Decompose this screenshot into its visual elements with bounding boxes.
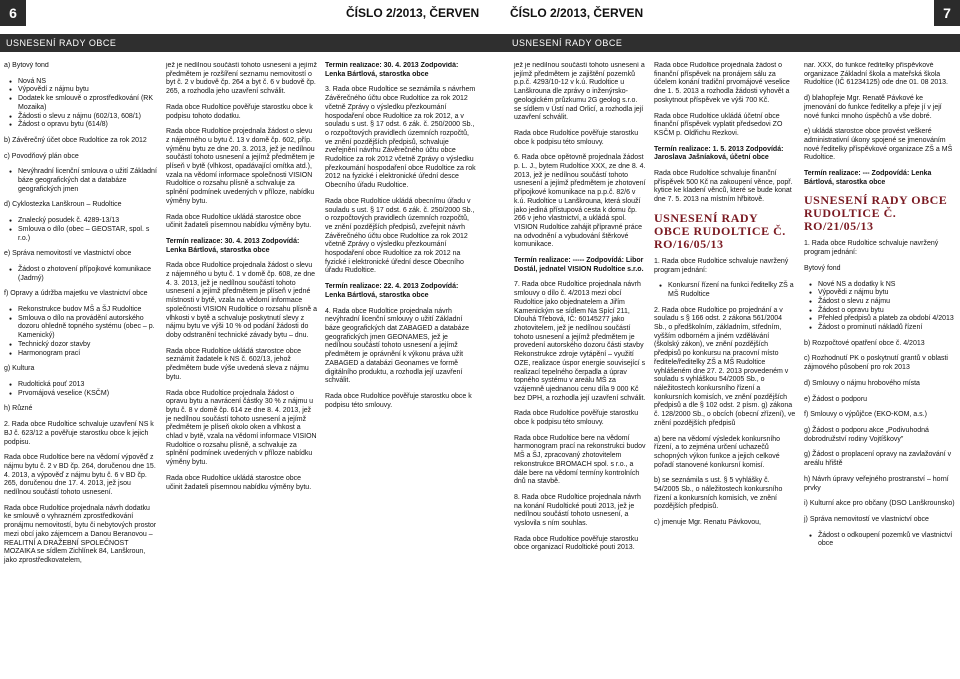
paragraph: 8. Rada obce Rudoltice projednala návrh na konání Rudoltické pouti 2013, jež je nedílnou součástí tohoto usnesení, a vyslovila s ním souhlas. xyxy=(514,493,641,528)
page-number: 7 xyxy=(934,0,960,26)
paragraph: Rada obce Rudoltice bere na vědomí harmonogram prací na rekonstrukci budov MŠ a ŠJ, zpracovaný zhotovitelem rekonstrukce BROMACH spol. s r.o., a dále bere na vědomí termíny kontrolních dnů na stavbě. xyxy=(514,434,646,486)
bullet-item: ● Žádost o odkoupení pozemků ve vlastnictví obce xyxy=(818,532,956,549)
right-columns xyxy=(480,62,960,679)
bullet-item: ● Smlouva o dílo na provádění autorského dozoru ohledně topného systému (obec – p. Kamenický) xyxy=(18,315,158,341)
agenda-heading: d) Cyklostezka Lanškroun – Rudoltice xyxy=(4,201,122,209)
paragraph: Rada obce Rudoltice pověřuje starostku obce k podpisu tohoto dodatku. xyxy=(166,103,313,120)
agenda-heading: a) Bytový fond xyxy=(4,62,49,69)
bullet-item: ● Dodatek ke smlouvě o zprostředkování (RK Mozaika) xyxy=(18,95,158,112)
left-page-header xyxy=(0,0,480,26)
bullet-item: ● Žádost o opravu bytu xyxy=(818,307,956,316)
bullet-item: ● Smlouva o dílo (obec – GEOSTAR, spol. s r.o.) xyxy=(18,226,158,243)
agenda-heading: c) Rozhodnutí PK o poskytnutí grantů v oblasti zájmového působení pro rok 2013 xyxy=(804,355,948,372)
bullet-item: ● Rudoltická pouť 2013 xyxy=(18,381,158,390)
paragraph: 1. Rada obce Rudoltice schvaluje navržený program jednání: xyxy=(804,240,939,257)
agenda-heading: b) Rozpočtové opatření obce č. 4/2013 xyxy=(804,339,925,347)
section-title: USNESENÍ RADY OBCE xyxy=(6,38,117,48)
bullet-item: ● Výpovědí z nájmu bytu xyxy=(18,86,158,95)
paragraph: Rada obce Rudoltice projednala žádost o slevu z nájemného u bytu č. 1 v domě čp. 608, ze dne 4. 3. 2013, jež je nedílnou součástí tohoto usnesení a jejímž předmětem je plíseň v jedné místnosti v bytě, vzala na vědomí informace společnosti VISION Rudoltice o rozsahu plísně a vlhkosti v bytě a schvaluje poskytnutí slevy z nájmu bytu ve výši 10 % od podání žádosti do doby odstranění technické závady bytu – dnu. xyxy=(166,262,317,339)
bullet-list xyxy=(4,78,158,130)
bullet-item: ● Rekonstrukce budov MŠ a ŠJ Rudoltice xyxy=(18,306,158,315)
right-page-header xyxy=(480,0,960,26)
paragraph: 2. Rada obce Rudoltice schvaluje uzavření NS k BJ č. 623/12 a pověřuje starostku obce k jejich podpisu. xyxy=(4,421,154,446)
deadline-note: Termín realizace: --- Zodpovídá: Lenka Bártlová, starostka obce xyxy=(804,170,932,186)
paragraph: Rada obce Rudoltice pověřuje starostku obce k podpisu této smlouvy. xyxy=(514,129,639,146)
paragraph: Rada obce Rudoltice pověřuje starostku obce organizací Rudoltické pouti 2013. xyxy=(514,535,639,552)
paragraph: Rada obce Rudoltice pověřuje starostku obce k podpisu této smlouvy. xyxy=(514,410,639,427)
bullet-list xyxy=(4,266,158,283)
paragraph: Rada obce Rudoltice projednala žádost o finanční příspěvek na pronájem sálu za účelem konání tradiční prvomájové veselice dne 1. 5. 2013 a rozhodla žádosti vyhovět a poskytnout příspěvek ve výši 700 Kč. xyxy=(654,62,790,104)
right-page xyxy=(480,0,960,679)
issue-label: ČÍSLO 2/2013, ČERVEN xyxy=(510,6,644,20)
deadline-note: Termín realizace: 30. 4. 2013 Zodpovídá: Lenka Bártlová, starostka obce xyxy=(325,62,459,78)
bullet-list xyxy=(4,381,158,398)
paragraph: jež je nedílnou součástí tohoto usnesení a jejímž předmětem je zajištění pozemků p.p.č. 4293/10-12 v k.ú. Rudoltice u Lanškrouna dle zprávy o inženýrsko-geologickém průzkumu 2G geolog s.r.o. se sídlem v Ústí nad Orlicí, a rozhodla její uzavření schválit. xyxy=(514,62,645,122)
paragraph: Rada obce Rudoltice pověřuje starostku obce k podpisu této smlouvy. xyxy=(325,392,472,409)
agenda-heading: f) Opravy a údržba majetku ve vlastnictví obce xyxy=(4,290,148,298)
agenda-heading: b) Závěrečný účet obce Rudoltice za rok 2012 xyxy=(4,136,147,144)
agenda-heading: e) Žádost o podporu xyxy=(804,395,868,403)
section-band xyxy=(480,34,960,52)
bullet-item: ● Žádost o opravu bytu (614/8) xyxy=(18,121,158,130)
bullet-item: ● Žádost o zhotovení přípojkové komunikace (Jadrný) xyxy=(18,266,158,283)
agenda-heading: g) Kultura xyxy=(4,365,35,373)
column-1 xyxy=(0,62,162,679)
bullet-list xyxy=(804,532,956,549)
paragraph: e) ukládá starostce obce provést veškeré administrativní úkony spojené se jmenováním nové ředitelky příspěvkové organizace ZŠ a MŠ Rudoltice. xyxy=(804,128,953,162)
agenda-heading: g) Žádost o proplacení opravy na zavlažování v areálu hřiště xyxy=(804,451,952,468)
deadline-note: Termín realizace: 22. 4. 2013 Zodpovídá: Lenka Bártlová, starostka obce xyxy=(325,283,459,299)
resolution-heading: USNESENÍ RADY OBCE RUDOLTICE Č. RO/16/05/13 xyxy=(654,210,786,251)
paragraph: Rada obce Rudoltice ukládá starostce obce učinit žadateli písemnou nabídku výměny bytu. xyxy=(166,474,312,491)
paragraph: Rada obce Rudoltice projednala návrh dodatku ke smlouvě o vyhrazném zprostředkování pronájmu nemovitostí, bytu či nebytových prostor mezi obcí jako zájemcem a Danou Beranovou – REALITNÍ A DRAŽEBNÍ SPOLEČNOST MOZAIKA se sídlem Zichlínek 84, Lanškroun, jako zprostředkovatelem, xyxy=(4,504,157,564)
paragraph: Bytový fond xyxy=(804,264,841,272)
paragraph: nar. XXX, do funkce ředitelky příspěvkové organizace Základní škola a mateřská škola Rudoltice (IČ 61234125) ode dne 01. 08 2013. xyxy=(804,62,948,87)
column-5 xyxy=(650,62,800,679)
paragraph: 3. Rada obce Rudoltice se seznámila s návrhem Závěrečného účtu obce Rudoltice za rok 2012 včetně Zprávy o výsledku přezkoumání hospodaření obce Rudoltice za rok 2012, a v souladu s ust. § 17 odst. 6 zák. č. 250/2000 Sb., o rozpočtových pravidlech územních rozpočtů, ve znění pozdějších předpisů, schvaluje zveřejnění návrhu Závěrečného účtu obce Rudoltice za rok 2012 včetně Zprávy o výsledku přezkoumání hospodaření obce Rudoltice za rok 2012 na fyzické i elektronické úřední desce Obecního úřadu Rudoltice. xyxy=(325,86,476,190)
agenda-heading: f) Smlouvy o výpůjčce (EKO-KOM, a.s.) xyxy=(804,411,927,419)
deadline-note: Termín realizace: 1. 5. 2013 Zodpovídá: Jaroslava Jašníaková, účetní obce xyxy=(654,145,784,162)
column-2 xyxy=(162,62,321,679)
paragraph: Rada obce Rudoltice ukládá starostce obce seznámit žadatele k NS č. 602/13, jehož předmětem bude výše uvedená sleva z nájmu bytu. xyxy=(166,347,309,381)
bullet-item: ● Nové NS a dodatky k NS xyxy=(818,281,956,290)
agenda-heading: e) Správa nemovitostí ve vlastnictví obce xyxy=(4,250,132,258)
left-columns xyxy=(0,62,480,679)
agenda-heading: c) Povodňový plán obce xyxy=(4,152,79,160)
bullet-item: ● Prvomájová veselice (KSČM) xyxy=(18,390,158,399)
paragraph: 4. Rada obce Rudoltice projednala návrh nevýhradní licenční smlouvy o užití Základní báze geografických dat ZABAGED a databáze geografických jmen GEONAMES, jež je nedílnou součástí tohoto usnesení a jejímž předmětem je oprávnění k výkonu práva užít ZABAGED a databázi Geonames ve formě digitálního produktu, a rozhodla její uzavření schválit. xyxy=(325,307,469,385)
paragraph: Rada obce Rudoltice bere na vědomí výpověď z nájmu bytu č. 2 v BD čp. 264, doručenou dne 15. 4. 2013, a výpověď z nájmu bytu č. 6 v BD čp. 265, doručenou dne 17. 4. 2013, jež jsou nedílnou součástí tohoto usnesení. xyxy=(4,454,156,497)
paragraph: 7. Rada obce Rudoltice projednala návrh smlouvy o dílo č. 4/2013 mezi obcí Rudoltice jako objednatelem a Jiřím Kamenickým se sídlem Na Spící 211, Dlouhá Třebová, IČ: 60145277 jako zhotovitelem, jež je nedílnou součástí tohoto usnesení a jejímž předmětem je provedení autorského dozoru části stavby Rekonstrukce zdroje vytápění – využití OZE, realizace úspor energie související s realizací tepelného čerpadla a úprav topného systému v areálu MŠ za vzájemně ujednanou cenu díla 9 000 Kč bez DPH, a rozhodla její uzavření schválit. xyxy=(514,281,646,402)
deadline-note: Termín realizace: 30. 4. 2013 Zodpovídá: Lenka Bártlová, starostka obce xyxy=(166,237,300,254)
paragraph: Rada obce Rudoltice ukládá účetní obce finanční příspěvek vyplatit předsedovi ZO KSČM p. Oldřichu Rezkovi. xyxy=(654,112,783,137)
bullet-list xyxy=(4,168,158,194)
bullet-item: ● Žádost o prominutí nákladů řízení xyxy=(818,324,956,333)
bullet-list xyxy=(654,282,796,299)
bullet-item: ● Znalecký posudek č. 4289-13/13 xyxy=(18,217,158,226)
bullet-item: ● Žádost o slevu z nájmu xyxy=(818,298,956,307)
column-3 xyxy=(321,62,480,679)
deadline-note: Termín realizace: ----- Zodpovídá: Libor Dostál, jednatel VISION Rudoltice s.r.o. xyxy=(514,257,644,273)
paragraph: Rada obce Rudoltice ukládá starostce obce učinit žadateli písemnou nabídku výměny bytu. xyxy=(166,213,312,230)
page-number: 6 xyxy=(0,0,26,26)
bullet-item: ● Přehled předpisů a plateb za období 4/2013 xyxy=(818,315,956,324)
paragraph: Rada obce Rudoltice projednala žádost o opravu bytu a navrácení částky 30 % z nájmu u bytu č. 8 v domě čp. 614 ze dne 8. 4. 2013, jež je nedílnou součástí tohoto usnesení a jejímž předmětem je plíseň okolo oken a vlhkost a chlad v bytě, vzala na vědomí informace VISION Rudoltice o rozsahu plísně, a schvaluje za splnění podmínek uvedených v příloze nabídku výměny bytu. xyxy=(166,389,317,467)
paragraph: jež je nedílnou součástí tohoto usnesení a jejímž předmětem je rozšíření seznamu nemovitostí o byt č. 2 v budově čp. 264 a byt č. 6 v budově čp. 265, a rozhodla jeho uzavření schválit. xyxy=(166,62,317,96)
agenda-heading: d) Smlouvy o nájmu hrobového místa xyxy=(804,379,920,387)
bullet-item: ● Konkursní řízení na funkci ředitelky ZŠ a MŠ Rudoltice xyxy=(668,282,796,299)
bullet-item: ● Žádosti o slevu z nájmu (602/13, 608/1) xyxy=(18,113,158,122)
bullet-item: ● Harmonogram prací xyxy=(18,350,158,359)
bullet-item: ● Technický dozor stavby xyxy=(18,341,158,350)
paragraph: 2. Rada obce Rudoltice po projednání a v souladu s § 166 odst. 2 zákona 561/2004 Sb., o předškolním, základním, středním, vyšším odborném a jiném vzdělávání (školský zákon), ve znění pozdějších předpisů po konkursu na pracovní místo ředitele/ředitelky ZŠ a MŠ Rudoltice vyhlášeném dne 27. 2. 2013 provedeném v souladu s vyhláškou 54/2005 Sb., o náležitostech konkursního řízení a konkursních komisích, ve znění pozdějších předpisů a dle § 102 odst. 2 písm. g) zákona č. 128/2000 Sb., o obcích (obecní zřízení), ve znění pozdějších předpisů xyxy=(654,306,796,427)
section-band xyxy=(0,34,480,52)
bullet-item: ● Výpovědi z nájmu bytu xyxy=(818,289,956,298)
paragraph: 6. Rada obce opětovně projednala žádost p. L. J., bytem Rudoltice XXX, ze dne 8. 4. 2013, jež je nedílnou součástí tohoto usnesení a jejímž předmětem je zhotovení přípojkové komunikace na p.p.č. 82/6 v k.ú. Rudoltice u Lanškrouna, která slouží jako jediná přístupová cesta k domu čp. 266 v jeho vlastnictví, a ukládá spol. VISION Rudoltice zahájit přípravné práce na odvodnění a vybudování štěrkové komunikace. xyxy=(514,154,646,249)
bullet-list xyxy=(804,281,956,333)
paragraph: 1. Rada obce Rudoltice schvaluje navržený program jednání: xyxy=(654,257,789,274)
resolution-heading: USNESENÍ RADY OBCE RUDOLTICE Č. RO/21/05/13 xyxy=(804,193,948,234)
bullet-item: ● Nevýhradní licenční smlouva o užití Základní báze geografických dat a databáze geografických jmen xyxy=(18,168,158,194)
issue-label: ČÍSLO 2/2013, ČERVEN xyxy=(346,6,480,20)
agenda-heading: h) Návrh úpravy veřejného prostranství – horní prvky xyxy=(804,475,949,492)
paragraph: Rada obce Rudoltice schvaluje finanční příspěvek 500 Kč na zakoupení věnce, popř. kytice ke kladení věnců, které se bude konat dne 7. 5. 2013 na místním hřbitově. xyxy=(654,170,793,204)
bullet-list xyxy=(4,217,158,243)
agenda-heading: j) Správa nemovitostí ve vlastnictví obce xyxy=(804,515,929,523)
section-title: USNESENÍ RADY OBCE xyxy=(512,38,623,48)
agenda-heading: g) Žádost o podporu akce „Podivuhodná dobrodružství rodiny Vojtíškovy" xyxy=(804,426,929,443)
bullet-item: ● Nová NS xyxy=(18,78,158,87)
column-6 xyxy=(800,62,960,679)
column-4 xyxy=(480,62,650,679)
paragraph: d) blahopřeje Mgr. Renatě Pávkové ke jmenování do funkce ředitelky a přeje jí v její nové funkci mnoho úspěchů a vše dobré. xyxy=(804,95,942,120)
agenda-heading: i) Kulturní akce pro občany (DSO Lanškrounsko) xyxy=(804,500,955,508)
agenda-heading: h) Různé xyxy=(4,405,33,413)
paragraph: Rada obce Rudoltice projednala žádost o slevu z nájemného u bytu č. 13 v domě čp. 602, příp. výměnu bytu ze dne 20. 3. 2013, jež je nedílnou součástí tohoto usnesení a jejímž předmětem je plíseň v bytě (vlhkost, opadávající omítka atd.), vzala na vědomí informace společnosti VISION Rudoltice o rozsahu plísně a schvaluje za splnění podmínek uvedených v příloze, nabídku výměny bytu. xyxy=(166,128,315,205)
bullet-list xyxy=(4,306,158,358)
paragraph: b) se seznámila s ust. § 5 vyhlášky č. 54/2005 Sb., o náležitostech konkursního řízení a konkursních komisích, ve znění pozdějších předpisů. xyxy=(654,477,783,511)
paragraph: Rada obce Rudoltice ukládá obecnímu úřadu v souladu s ust. § 17 odst. 6 zák. č. 250/2000 Sb., o rozpočtových pravidlech územních rozpočtů, ve znění pozdějších předpisů, zveřejnit návrh Závěrečného účtu obce Rudoltice za rok 2012 včetně Zprávy o výsledku přezkoumání hospodaření obce Rudoltice za rok 2012 na fyzické i elektronické úřední desce Obecního úřadu Rudoltice. xyxy=(325,197,475,275)
agenda-heading: c) jmenuje Mgr. Renatu Pávkovou, xyxy=(654,519,761,527)
paragraph: a) bere na vědomí výsledek konkursního řízení, a to zejména určení uchazečů schopných výkon funkce a jejich celkové pořadí stanovené konkursní komisí. xyxy=(654,435,781,469)
